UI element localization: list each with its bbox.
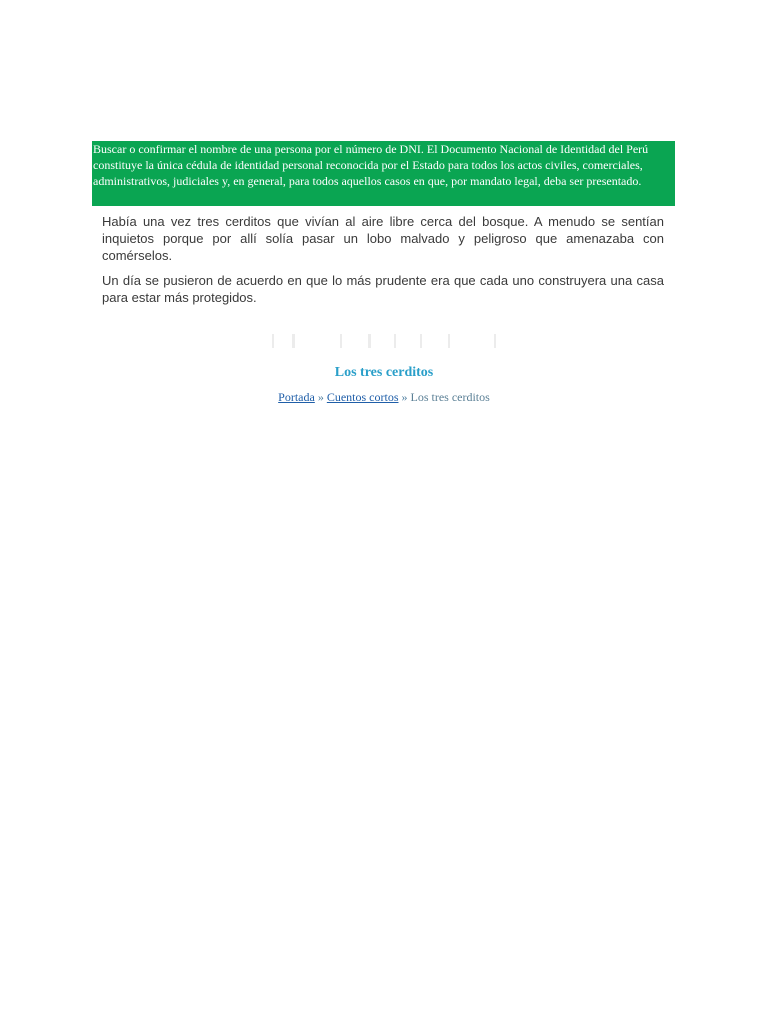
dni-info-text: Buscar o confirmar el nombre de una persona por el número de DNI. El Documento Nacional de Identidad del Perú constituye la única cédula de identidad personal reconocida por el Estado para todos los actos civiles, comerciales, administrativos, judiciales y, en general, para todos aquellos casos en que, por mandato legal, deba ser presentado. <box>93 142 649 189</box>
dni-info-banner <box>92 141 675 206</box>
story-body <box>102 213 664 314</box>
breadcrumb-separator: » <box>401 390 408 404</box>
story-paragraph: Un día se pusieron de acuerdo en que lo más prudente era que cada uno construyera una casa para estar más protegidos. <box>102 273 664 305</box>
breadcrumb-current: Los tres cerditos <box>410 390 490 404</box>
breadcrumb <box>0 389 768 405</box>
breadcrumb-category-link[interactable]: Cuentos cortos <box>326 390 399 404</box>
article-title: Los tres cerditos <box>334 365 434 380</box>
story-paragraph: Había una vez tres cerditos que vivían al aire libre cerca del bosque. A menudo se sentían inquietos porque por allí solía pasar un lobo malvado y peligroso que amenazaba con comérselos. <box>102 214 664 263</box>
breadcrumb-home-link[interactable]: Portada <box>278 390 315 404</box>
breadcrumb-separator: » <box>317 390 324 404</box>
faded-image-strip <box>270 330 500 352</box>
